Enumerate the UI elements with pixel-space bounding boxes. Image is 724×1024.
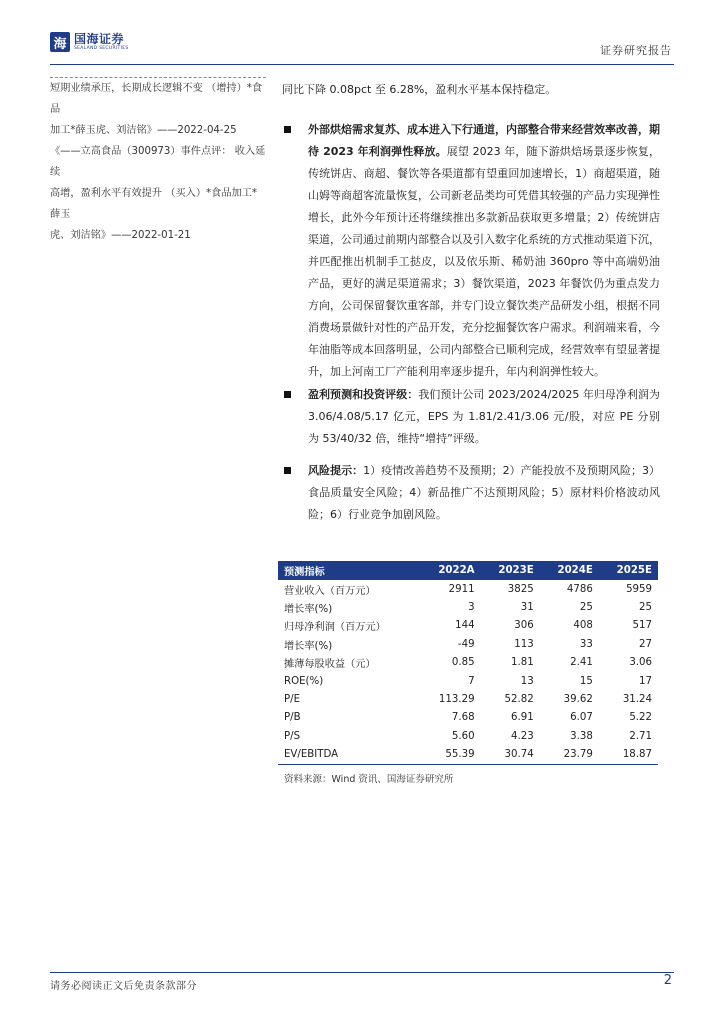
page-number: 2 bbox=[663, 973, 672, 988]
paragraph-forecast-rating bbox=[282, 384, 660, 450]
table-row bbox=[278, 580, 658, 598]
table-row bbox=[278, 746, 658, 765]
table-cell: 306 bbox=[514, 620, 534, 632]
table-cell: 0.85 bbox=[451, 657, 475, 669]
table-header-cell: 2022A bbox=[420, 561, 480, 580]
table-header-cell: 2024E bbox=[540, 561, 599, 580]
paragraph-outlook-body: 展望 2023 年，随下游烘焙场景逐步恢复，传统饼店、商超、餐饮等各渠道都有望重回加速增长，1）商超渠道，随山姆等商超客流量恢复，公司新老品类均可凭借其较强的产品力实现弹性增长，此外今年预计还将继续推出多款新品获取更多增量；2）传统饼店渠道，公司通过前期内部整合以及引入数字化系统的方式推动渠道下沉，并匹配推出机制手工挞皮，以及依乐斯、稀奶油 360pro 等中高端奶油产品，更好的满足渠道需求；3）餐饮渠道，2023 年餐饮仍为重点发力方向，公司保留餐饮重客部，并专门设立餐饮类产品研发小组，根据不同消费场景做针对性的产品开发，充分挖掘餐饮客户需求。利润端来看，今年油脂等成本回落明显，公司内部整合已顺利完成，经营效率有望显著提升，加上河南工厂产能利用率逐步提升，年内利润弹性较大。 bbox=[308, 145, 660, 378]
table-cell: 2911 bbox=[448, 583, 475, 595]
table-cell: 6.91 bbox=[511, 712, 534, 724]
table-row-label: P/S bbox=[284, 730, 301, 742]
table-cell: 30.74 bbox=[481, 746, 540, 765]
table-row bbox=[278, 635, 658, 653]
paragraph-forecast-body: 我们预计公司 2023/2024/2025 年归母净利润为 3.06/4.08/5.17 亿元，EPS 为 1.81/2.41/3.06 元/股，对应 PE 分别为 53/40/32 倍，维持“增持”评级。 bbox=[308, 388, 661, 445]
related-report-line: 虎、刘洁铭》——2022-01-21 bbox=[50, 230, 191, 241]
table-row bbox=[278, 617, 658, 635]
table-cell: 3825 bbox=[507, 583, 534, 595]
table-row-label: ROE(%) bbox=[284, 675, 324, 687]
table-row bbox=[278, 654, 658, 672]
table-cell: 5959 bbox=[626, 583, 652, 595]
related-report-line: 高增，盈利水平有效提升 （买入）*食品加工*薛玉 bbox=[50, 188, 257, 220]
paragraph-forecast-heading: 盈利预测和投资评级： bbox=[308, 388, 419, 401]
bullet-icon bbox=[284, 126, 291, 133]
table-cell: 25 bbox=[579, 602, 593, 614]
forecast-table bbox=[278, 561, 658, 765]
paragraph-outlook-heading: 外部烘焙需求复苏、成本进入下行通道，内部整合带来经营效率改善，期待 2023 年利润弹性释放。 bbox=[308, 123, 660, 158]
footer-disclaimer: 请务必阅读正文后免责条款部分 bbox=[50, 981, 197, 992]
report-type-title: 证券研究报告 bbox=[600, 44, 672, 57]
table-cell: 39.62 bbox=[563, 694, 593, 706]
header-divider bbox=[50, 64, 674, 65]
logo-name-en: SEALAND SECURITIES bbox=[74, 45, 129, 51]
table-cell: 13 bbox=[520, 675, 534, 687]
bullet-icon bbox=[284, 391, 291, 398]
paragraph-risk-heading: 风险提示： bbox=[308, 464, 364, 477]
table-cell: 4786 bbox=[566, 583, 593, 595]
table-cell: 25 bbox=[639, 602, 652, 614]
paragraph-risk-body: 1）疫情改善趋势不及预期；2）产能投放不及预期风险；3）食品质量安全风险；4）新品推广不达预期风险；5）原材料价格波动风险；6）行业竞争加剧风险。 bbox=[308, 464, 660, 521]
table-cell: 15 bbox=[579, 675, 593, 687]
table-cell: 6.07 bbox=[570, 712, 593, 724]
table-cell: 2.71 bbox=[629, 730, 652, 742]
table-header-cell: 2023E bbox=[481, 561, 540, 580]
table-row bbox=[278, 709, 658, 727]
table-cell: 52.82 bbox=[504, 694, 534, 706]
table-row-label: 归母净利润（百万元） bbox=[284, 622, 386, 634]
table-header-cell: 2025E bbox=[599, 561, 658, 580]
bullet-icon bbox=[284, 467, 291, 474]
paragraph-risk bbox=[282, 460, 660, 526]
table-cell: 2.41 bbox=[570, 657, 593, 669]
paragraph-margin-summary: 同比下降 0.08pct 至 6.28%，盈利水平基本保持稳定。 bbox=[282, 83, 557, 96]
table-row bbox=[278, 727, 658, 745]
table-row bbox=[278, 672, 658, 690]
table-cell: 517 bbox=[632, 620, 652, 632]
table-row-label: 增长率(%) bbox=[284, 604, 333, 616]
table-source-note: 资料来源：Wind 资讯、国海证券研究所 bbox=[284, 774, 454, 785]
related-report-line: 《——立高食品（300973）事件点评： 收入延续 bbox=[50, 146, 266, 178]
table-row-label: 营业收入（百万元） bbox=[284, 585, 376, 597]
table-row-label: 摊薄每股收益（元） bbox=[284, 659, 376, 671]
table-header-cell: 预测指标 bbox=[278, 561, 420, 580]
table-header-row bbox=[278, 561, 658, 580]
company-logo bbox=[50, 32, 129, 52]
table-cell: 113.29 bbox=[438, 694, 475, 706]
table-cell: 7 bbox=[468, 675, 475, 687]
logo-name-cn: 国海证券 bbox=[74, 31, 125, 46]
table-cell: 144 bbox=[455, 620, 475, 632]
table-cell: 3.38 bbox=[570, 730, 593, 742]
table-cell: 113 bbox=[514, 638, 534, 650]
table-cell: 31.24 bbox=[622, 694, 652, 706]
logo-icon: 海 bbox=[50, 32, 70, 52]
related-report-line: 加工*薛玉虎、刘洁铭》——2022-04-25 bbox=[50, 125, 237, 136]
related-reports bbox=[50, 78, 266, 246]
paragraph-outlook bbox=[282, 119, 660, 383]
table-row-label: 增长率(%) bbox=[284, 640, 333, 652]
table-cell: 33 bbox=[579, 638, 593, 650]
table-row-label: P/E bbox=[284, 694, 301, 706]
table-cell: 7.68 bbox=[451, 712, 475, 724]
table-cell: 5.60 bbox=[451, 730, 475, 742]
table-row-label: P/B bbox=[284, 712, 301, 724]
related-report-line: 短期业绩承压，长期成长逻辑不变 （增持）*食品 bbox=[50, 83, 263, 115]
table-row-label: EV/EBITDA bbox=[278, 746, 420, 765]
table-cell: 31 bbox=[520, 602, 534, 614]
table-cell: 3 bbox=[468, 602, 475, 614]
table-cell: -49 bbox=[457, 638, 475, 650]
table-cell: 27 bbox=[639, 638, 652, 650]
table-cell: 17 bbox=[639, 675, 652, 687]
table-row bbox=[278, 598, 658, 616]
footer-divider bbox=[50, 972, 674, 973]
table-cell: 55.39 bbox=[420, 746, 480, 765]
table-cell: 408 bbox=[573, 620, 593, 632]
table-row bbox=[278, 690, 658, 708]
table-cell: 18.87 bbox=[599, 746, 658, 765]
table-cell: 1.81 bbox=[511, 657, 534, 669]
table-cell: 5.22 bbox=[629, 712, 652, 724]
table-cell: 3.06 bbox=[629, 657, 652, 669]
table-cell: 4.23 bbox=[511, 730, 534, 742]
table-cell: 23.79 bbox=[540, 746, 599, 765]
